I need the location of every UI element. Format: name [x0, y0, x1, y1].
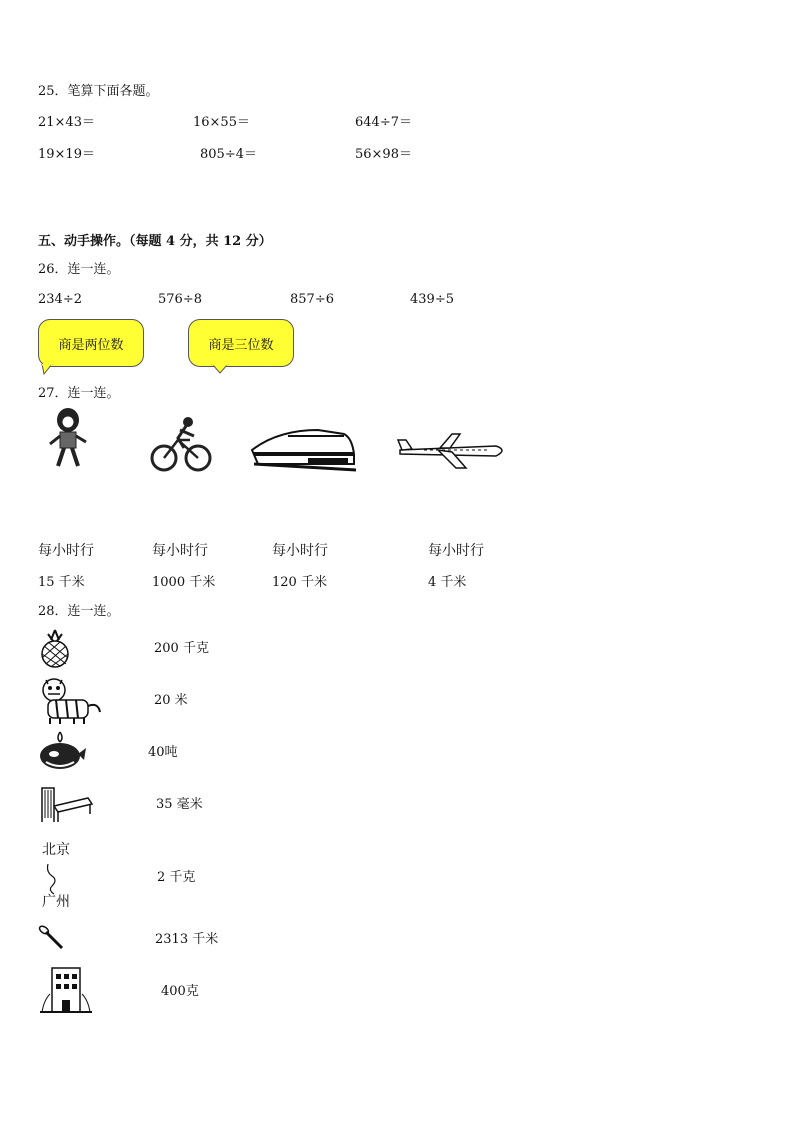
building-icon [38, 964, 94, 1016]
airplane-icon [396, 432, 510, 472]
q25-r1-c1: 21×43＝ [38, 115, 95, 130]
bubble-three-digit-label: 商是三位数 [208, 337, 274, 353]
q27-speed-label-3: 每小时行 [272, 543, 328, 559]
q28-value-2: 20 米 [154, 693, 188, 708]
q27-speed-1: 15 千米 [38, 575, 85, 590]
q26-expr-1: 234÷2 [38, 292, 82, 307]
q28-value-1: 200 千克 [154, 641, 209, 656]
map-route-icon [42, 862, 82, 896]
bubble-tail-icon [38, 364, 58, 376]
q27-speed-label-4: 每小时行 [428, 543, 484, 559]
q28-value-6: 2313 千米 [155, 932, 219, 947]
q28-value-3: 40吨 [148, 745, 178, 760]
map-label-guangzhou: 广州 [42, 894, 70, 910]
q25-title: 25．笔算下面各题。 [38, 84, 159, 99]
bed-icon [38, 784, 94, 824]
pineapple-icon [38, 628, 72, 668]
q28-value-4: 35 毫米 [156, 797, 203, 812]
q26-title: 26．连一连。 [38, 262, 120, 277]
nail-icon [38, 924, 68, 952]
bubble-three-digit [188, 319, 294, 367]
whale-icon [38, 730, 88, 772]
cyclist-icon [150, 414, 212, 474]
person-walking-icon [44, 406, 92, 470]
bubble-tail-icon [208, 364, 232, 376]
high-speed-train-icon [248, 424, 360, 472]
q25-r1-c3: 644÷7＝ [355, 115, 412, 130]
q26-expr-3: 857÷6 [290, 292, 334, 307]
bubble-two-digit [38, 319, 144, 367]
q27-speed-label-2: 每小时行 [152, 543, 208, 559]
q25-r1-c2: 16×55＝ [193, 115, 250, 130]
bubble-two-digit-label: 商是两位数 [58, 337, 124, 353]
map-label-beijing: 北京 [42, 842, 70, 858]
q28-title: 28．连一连。 [38, 604, 120, 619]
q26-expr-2: 576÷8 [158, 292, 202, 307]
q26-expr-4: 439÷5 [410, 292, 454, 307]
section5-heading: 五、动手操作。（每题 4 分，共 12 分） [38, 234, 272, 249]
q27-speed-4: 4 千米 [428, 575, 467, 590]
q25-r2-c1: 19×19＝ [38, 147, 95, 162]
q27-speed-3: 120 千米 [272, 575, 327, 590]
q27-title: 27．连一连。 [38, 386, 120, 401]
q25-r2-c2: 805÷4＝ [200, 147, 257, 162]
tiger-icon [38, 676, 102, 726]
q28-value-5: 2 千克 [157, 870, 196, 885]
q27-speed-2: 1000 千米 [152, 575, 216, 590]
q28-value-7: 400克 [161, 984, 199, 999]
q27-speed-label-1: 每小时行 [38, 543, 94, 559]
q25-r2-c3: 56×98＝ [355, 147, 412, 162]
